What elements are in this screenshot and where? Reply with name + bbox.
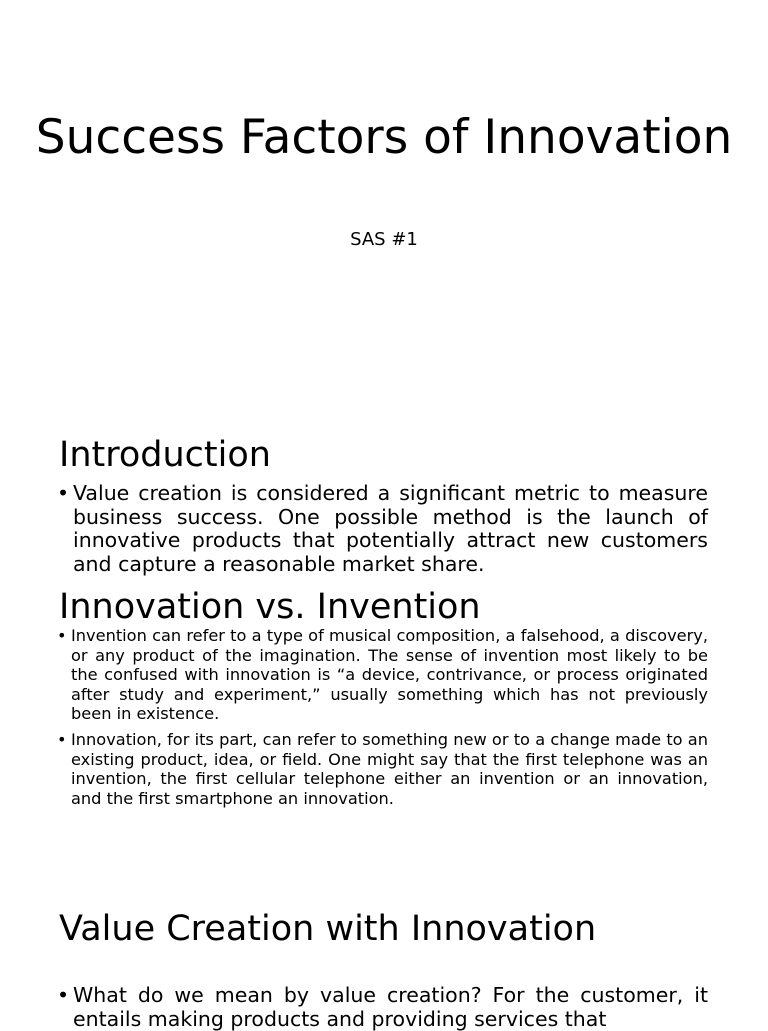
page-subtitle: SAS #1 <box>350 229 418 250</box>
bullet-icon: • <box>57 626 67 645</box>
section-heading-introduction: Introduction <box>59 435 271 475</box>
bullet-icon: • <box>57 481 70 505</box>
section-heading-innovation-vs-invention: Innovation vs. Invention <box>59 587 481 627</box>
title-slide <box>0 0 768 420</box>
list-item <box>57 626 708 724</box>
bullet-icon: • <box>57 983 70 1007</box>
list-item <box>57 730 708 808</box>
section-heading-value-creation: Value Creation with Innovation <box>59 909 597 949</box>
innovation-vs-invention-bullet-list <box>57 626 708 815</box>
bullet-text: What do we mean by value creation? For the customer, it entails making products and providing services that <box>73 983 708 1031</box>
bullet-text: Invention can refer to a type of musical composition, a falsehood, a discovery, or any product of the imagination. The sense of invention most likely to be the confused with innovation is “a device, contrivance, or process originated after study and experiment,” usually something which has not previously been in existence. <box>71 626 708 723</box>
page-title: Success Factors of Innovation <box>35 110 733 165</box>
bullet-icon: • <box>57 730 67 749</box>
bullet-text: Value creation is considered a significant metric to measure business success. One possible method is the launch of innovative products that potentially attract new customers and capture a reasonable market share. <box>73 481 708 576</box>
list-item <box>57 482 708 576</box>
introduction-bullet-list <box>57 482 708 576</box>
bullet-text: Innovation, for its part, can refer to something new or to a change made to an existing product, idea, or field. One might say that the first telephone was an invention, the first cellular telephone either an invention or an innovation, and the first smartphone an innovation. <box>71 730 708 808</box>
